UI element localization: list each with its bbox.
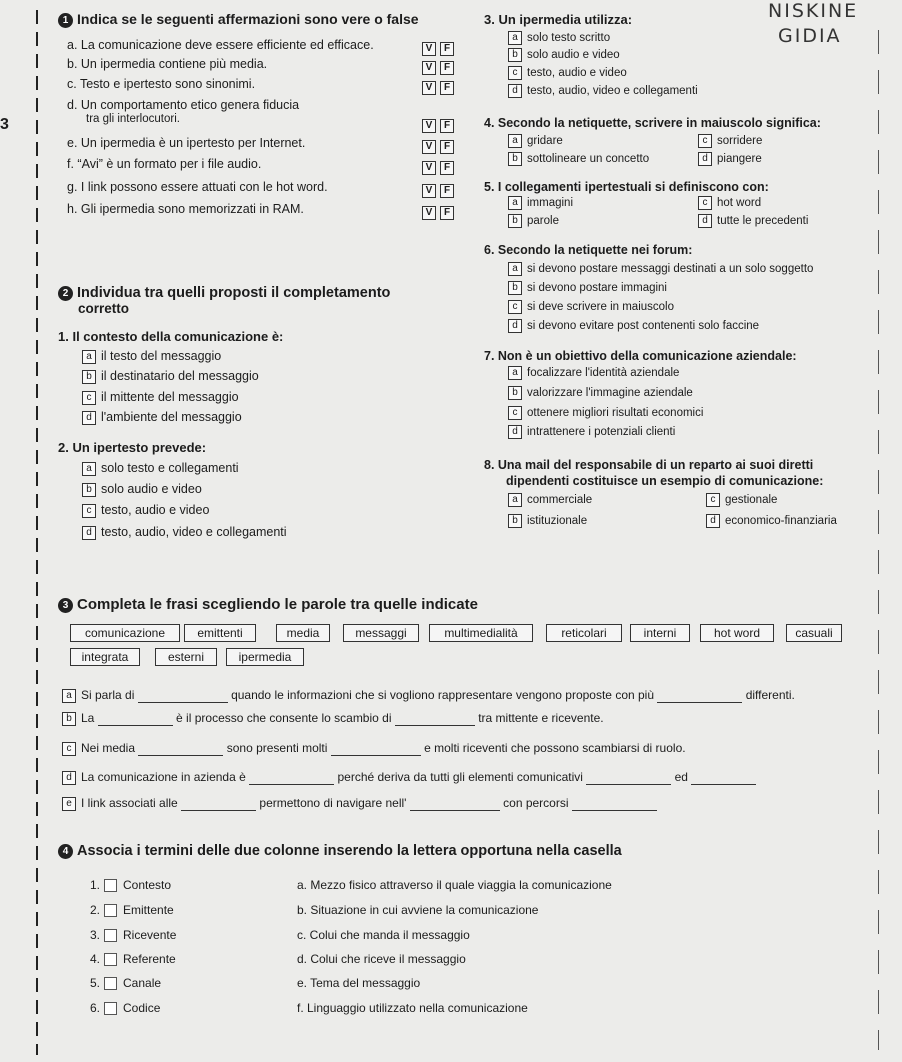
option-letter: c xyxy=(698,196,712,210)
option-text: il testo del messaggio xyxy=(101,349,222,363)
term-number: 5. xyxy=(90,976,101,990)
option-text: solo audio e video xyxy=(527,49,620,62)
ex3-sentence-d xyxy=(62,770,756,785)
option-text: il mittente del messaggio xyxy=(101,390,239,404)
ex1-item-c: c. Testo e ipertesto sono sinonimi. xyxy=(67,77,256,91)
q2-option-a[interactable] xyxy=(82,461,239,476)
margin-mark: 3 xyxy=(0,116,9,133)
option-letter: d xyxy=(508,319,522,333)
ex1-item-e: e. Un ipermedia è un ipertesto per Internet. xyxy=(67,136,306,150)
ex2-title-line2: corretto xyxy=(78,301,130,316)
true-box[interactable]: V xyxy=(422,161,436,175)
option-letter: a xyxy=(508,196,522,210)
answer-box[interactable] xyxy=(104,977,117,990)
option-letter: d xyxy=(82,411,96,425)
false-box[interactable]: F xyxy=(440,119,454,133)
option-text: hot word xyxy=(717,197,762,210)
q1-option-d[interactable] xyxy=(82,410,242,425)
vf-pair-a xyxy=(422,38,458,56)
answer-box[interactable] xyxy=(104,1002,117,1015)
ex1-item-h: h. Gli ipermedia sono memorizzati in RAM. xyxy=(67,202,304,216)
definition-c: c. Colui che manda il messaggio xyxy=(297,928,470,942)
q5-stem: 5. I collegamenti ipertestuali si definiscono con: xyxy=(484,180,769,194)
option-text: focalizzare l'identità aziendale xyxy=(527,367,680,380)
false-box[interactable]: F xyxy=(440,42,454,56)
option-letter: b xyxy=(508,152,522,166)
option-letter: d xyxy=(698,214,712,228)
option-text: valorizzare l'immagine aziendale xyxy=(527,387,693,400)
term-text: Referente xyxy=(123,952,176,966)
ex1-item-a: a. La comunicazione deve essere efficiente ed efficace. xyxy=(67,38,374,52)
option-letter: a xyxy=(508,493,522,507)
ex1-title xyxy=(58,11,419,28)
true-box[interactable]: V xyxy=(422,119,436,133)
false-box[interactable]: F xyxy=(440,61,454,75)
sentence-part: è il processo che consente lo scambio di xyxy=(176,711,392,725)
sentence-letter: c xyxy=(62,742,76,756)
q1-option-c[interactable] xyxy=(82,390,239,405)
option-text: testo, audio e video xyxy=(527,67,627,80)
vf-pair-b xyxy=(422,57,458,75)
vf-pair-g xyxy=(422,180,458,198)
fill-blank[interactable] xyxy=(410,810,500,811)
q8-option-a[interactable] xyxy=(508,493,592,507)
q2-stem: 2. Un ipertesto prevede: xyxy=(58,440,207,455)
q5-option-a[interactable] xyxy=(508,196,573,210)
q1-option-b[interactable] xyxy=(82,369,259,384)
term-row xyxy=(90,878,171,892)
q7-option-c[interactable] xyxy=(508,406,703,420)
true-box[interactable]: V xyxy=(422,206,436,220)
term-number: 1. xyxy=(90,878,101,892)
option-text: l'ambiente del messaggio xyxy=(101,410,242,424)
option-letter: b xyxy=(508,214,522,228)
option-letter: b xyxy=(82,370,96,384)
false-box[interactable]: F xyxy=(440,161,454,175)
option-letter: d xyxy=(698,152,712,166)
sentence-part: La xyxy=(81,711,95,725)
sentence-part: Si parla di xyxy=(81,688,135,702)
sentence-letter: a xyxy=(62,689,76,703)
term-text: Contesto xyxy=(123,878,172,892)
sentence-part: quando le informazioni che si vogliono rappresentare vengono proposte con più xyxy=(231,688,655,702)
term-row xyxy=(90,1001,160,1015)
option-letter: b xyxy=(508,48,522,62)
sentence-part: permettono di navigare nell' xyxy=(259,796,407,810)
option-text: gridare xyxy=(527,135,563,148)
option-text: sottolineare un concetto xyxy=(527,153,650,166)
option-text: si devono evitare post contenenti solo faccine xyxy=(527,320,760,333)
word-chip[interactable]: media xyxy=(276,624,330,642)
q8-option-b[interactable] xyxy=(508,514,587,528)
option-letter: a xyxy=(508,262,522,276)
left-margin-rule xyxy=(36,10,38,1055)
fill-blank[interactable] xyxy=(395,725,475,726)
q5-option-b[interactable] xyxy=(508,214,559,228)
q4-option-c[interactable] xyxy=(698,134,762,148)
q3-option-b[interactable] xyxy=(508,48,620,62)
answer-box[interactable] xyxy=(104,879,117,892)
option-text: ottenere migliori risultati economici xyxy=(527,407,704,420)
true-box[interactable]: V xyxy=(422,184,436,198)
term-number: 2. xyxy=(90,903,101,917)
word-chip[interactable]: casuali xyxy=(786,624,842,642)
q3-option-a[interactable] xyxy=(508,31,610,45)
term-row xyxy=(90,952,176,966)
option-letter: c xyxy=(508,66,522,80)
false-box[interactable]: F xyxy=(440,184,454,198)
option-letter: b xyxy=(508,281,522,295)
vf-pair-c xyxy=(422,77,458,95)
answer-box[interactable] xyxy=(104,929,117,942)
ex1-item-b: b. Un ipermedia contiene più media. xyxy=(67,57,268,71)
ex3-sentence-c xyxy=(62,741,686,756)
option-text: testo, audio, video e collegamenti xyxy=(101,525,287,539)
term-text: Emittente xyxy=(123,903,174,917)
option-text: parole xyxy=(527,215,559,228)
q7-stem: 7. Non è un obiettivo della comunicazione aziendale: xyxy=(484,349,797,363)
false-box[interactable]: F xyxy=(440,140,454,154)
q5-option-d[interactable] xyxy=(698,214,808,228)
false-box[interactable]: F xyxy=(440,81,454,95)
q3-option-d[interactable] xyxy=(508,84,698,98)
fill-blank[interactable] xyxy=(572,810,657,811)
fill-blank[interactable] xyxy=(138,755,223,756)
q3-option-c[interactable] xyxy=(508,66,627,80)
ex3-number: 3 xyxy=(58,598,73,613)
fill-blank[interactable] xyxy=(249,784,334,785)
option-text: commerciale xyxy=(527,494,593,507)
option-letter: d xyxy=(508,425,522,439)
option-letter: d xyxy=(82,526,96,540)
q8-stem-line1: 8. Una mail del responsabile di un reparto ai suoi diretti xyxy=(484,458,814,472)
q6-option-b[interactable] xyxy=(508,281,667,295)
ex4-title-text: Associa i termini delle due colonne inserendo la lettera opportuna nella casella xyxy=(77,843,622,859)
true-box[interactable]: V xyxy=(422,140,436,154)
ex1-number: 1 xyxy=(58,13,73,28)
sentence-part: differenti. xyxy=(745,688,795,702)
true-box[interactable]: V xyxy=(422,42,436,56)
q7-option-a[interactable] xyxy=(508,366,679,380)
true-box[interactable]: V xyxy=(422,81,436,95)
false-box[interactable]: F xyxy=(440,206,454,220)
q7-option-b[interactable] xyxy=(508,386,693,400)
q2-option-b[interactable] xyxy=(82,482,202,497)
q6-stem: 6. Secondo la netiquette nei forum: xyxy=(484,243,693,257)
q6-option-a[interactable] xyxy=(508,262,813,276)
term-row xyxy=(90,928,176,942)
term-number: 6. xyxy=(90,1001,101,1015)
word-chip[interactable]: integrata xyxy=(70,648,140,666)
ex3-sentence-a xyxy=(62,688,795,703)
definition-d: d. Colui che riceve il messaggio xyxy=(297,952,466,966)
q6-option-c[interactable] xyxy=(508,300,674,314)
term-row xyxy=(90,976,161,990)
word-chip[interactable]: emittenti xyxy=(184,624,256,642)
word-chip[interactable]: messaggi xyxy=(343,624,419,642)
fill-blank[interactable] xyxy=(181,810,256,811)
definition-a: a. Mezzo fisico attraverso il quale viaggia la comunicazione xyxy=(297,878,612,892)
sentence-part: con percorsi xyxy=(503,796,569,810)
ex1-item-f: f. “Avi” è un formato per i file audio. xyxy=(67,157,262,171)
word-chip[interactable]: esterni xyxy=(155,648,217,666)
fill-blank[interactable] xyxy=(138,702,228,703)
ex2-title-line1: Individua tra quelli proposti il completamento xyxy=(77,285,391,301)
option-letter: a xyxy=(508,31,522,45)
option-text: solo testo scritto xyxy=(527,32,611,45)
q8-stem-line2: dipendenti costituisce un esempio di comunicazione: xyxy=(506,474,824,488)
option-text: tutte le precedenti xyxy=(717,215,809,228)
fill-blank[interactable] xyxy=(657,702,742,703)
sentence-part: Nei media xyxy=(81,741,136,755)
option-letter: d xyxy=(508,84,522,98)
vf-pair-d xyxy=(422,115,458,133)
sentence-part: ed xyxy=(674,770,688,784)
option-letter: b xyxy=(508,514,522,528)
vf-pair-e xyxy=(422,136,458,154)
option-letter: a xyxy=(508,366,522,380)
ex3-title-text: Completa le frasi scegliendo le parole tra quelle indicate xyxy=(77,596,478,613)
option-text: si devono postare immagini xyxy=(527,282,667,295)
option-text: solo audio e video xyxy=(101,482,202,496)
option-text: economico-finanziaria xyxy=(725,515,837,528)
word-chip[interactable]: multimedialità xyxy=(429,624,533,642)
option-letter: c xyxy=(698,134,712,148)
fill-blank[interactable] xyxy=(98,725,173,726)
ex2-number: 2 xyxy=(58,286,73,301)
fill-blank[interactable] xyxy=(586,784,671,785)
fill-blank[interactable] xyxy=(331,755,421,756)
sentence-letter: e xyxy=(62,797,76,811)
option-letter: a xyxy=(508,134,522,148)
right-margin-rule xyxy=(878,30,879,1050)
option-text: il destinatario del messaggio xyxy=(101,369,259,383)
sentence-part: tra mittente e ricevente. xyxy=(478,711,604,725)
sentence-part: e molti riceventi che possono scambiarsi di ruolo. xyxy=(424,741,686,755)
q2-option-d[interactable] xyxy=(82,525,287,540)
ex3-sentence-e xyxy=(62,796,657,811)
option-text: immagini xyxy=(527,197,574,210)
ex2-title xyxy=(58,285,390,301)
ex4-title xyxy=(58,843,622,859)
option-letter: c xyxy=(82,504,96,518)
q4-option-a[interactable] xyxy=(508,134,563,148)
option-text: intrattenere i potenziali clienti xyxy=(527,426,676,439)
term-number: 4. xyxy=(90,952,101,966)
q6-option-d[interactable] xyxy=(508,319,759,333)
option-letter: c xyxy=(508,300,522,314)
sentence-letter: b xyxy=(62,712,76,726)
sentence-part: sono presenti molti xyxy=(226,741,328,755)
definition-b: b. Situazione in cui avviene la comunicazione xyxy=(297,903,539,917)
handwriting-line-2: GIDIA xyxy=(778,25,842,47)
option-letter: a xyxy=(82,462,96,476)
sentence-letter: d xyxy=(62,771,76,785)
q7-option-d[interactable] xyxy=(508,425,675,439)
handwriting-line-1: NISKINE xyxy=(768,0,859,22)
ex1-title-text: Indica se le seguenti affermazioni sono vere o false xyxy=(77,11,419,27)
term-text: Canale xyxy=(123,976,162,990)
answer-box[interactable] xyxy=(104,953,117,966)
option-text: testo, audio e video xyxy=(101,503,210,517)
word-chip[interactable]: ipermedia xyxy=(226,648,304,666)
option-letter: c xyxy=(706,493,720,507)
sentence-part: perché deriva da tutti gli elementi comunicativi xyxy=(337,770,583,784)
term-number: 3. xyxy=(90,928,101,942)
q4-option-d[interactable] xyxy=(698,152,762,166)
ex3-title xyxy=(58,596,478,613)
q8-option-d[interactable] xyxy=(706,514,837,528)
option-text: gestionale xyxy=(725,494,778,507)
q1-stem: 1. Il contesto della comunicazione è: xyxy=(58,329,284,344)
vf-pair-f xyxy=(422,157,458,175)
ex3-sentence-b xyxy=(62,711,604,726)
q4-stem: 4. Secondo la netiquette, scrivere in maiuscolo significa: xyxy=(484,116,821,130)
option-text: sorridere xyxy=(717,135,763,148)
q1-option-a[interactable] xyxy=(82,349,221,364)
option-text: si deve scrivere in maiuscolo xyxy=(527,301,675,314)
fill-blank[interactable] xyxy=(691,784,756,785)
term-text: Codice xyxy=(123,1001,161,1015)
ex4-number: 4 xyxy=(58,844,73,859)
q2-option-c[interactable] xyxy=(82,503,209,518)
definition-f: f. Linguaggio utilizzato nella comunicazione xyxy=(297,1001,528,1015)
option-letter: a xyxy=(82,350,96,364)
option-text: testo, audio, video e collegamenti xyxy=(527,85,698,98)
term-row xyxy=(90,903,174,917)
option-letter: b xyxy=(508,386,522,400)
q3-stem: 3. Un ipermedia utilizza: xyxy=(484,12,633,27)
option-text: si devono postare messaggi destinati a un solo soggetto xyxy=(527,263,814,276)
ex1-item-d-cont: tra gli interlocutori. xyxy=(86,113,180,125)
q4-option-b[interactable] xyxy=(508,152,649,166)
word-chip[interactable]: interni xyxy=(630,624,690,642)
ex1-item-g: g. I link possono essere attuati con le hot word. xyxy=(67,180,328,194)
ex1-item-d: d. Un comportamento etico genera fiducia xyxy=(67,98,300,112)
word-chip[interactable]: hot word xyxy=(700,624,774,642)
option-letter: d xyxy=(706,514,720,528)
option-letter: c xyxy=(82,391,96,405)
q5-option-c[interactable] xyxy=(698,196,761,210)
definition-e: e. Tema del messaggio xyxy=(297,976,421,990)
sentence-part: La comunicazione in azienda è xyxy=(81,770,246,784)
option-text: istituzionale xyxy=(527,515,588,528)
option-letter: b xyxy=(82,483,96,497)
true-box[interactable]: V xyxy=(422,61,436,75)
vf-pair-h xyxy=(422,202,458,220)
word-chip[interactable]: reticolari xyxy=(546,624,622,642)
sentence-part: I link associati alle xyxy=(81,796,178,810)
q8-option-c[interactable] xyxy=(706,493,777,507)
word-chip[interactable]: comunicazione xyxy=(70,624,180,642)
term-text: Ricevente xyxy=(123,928,177,942)
answer-box[interactable] xyxy=(104,904,117,917)
option-letter: c xyxy=(508,406,522,420)
option-text: piangere xyxy=(717,153,762,166)
option-text: solo testo e collegamenti xyxy=(101,461,239,475)
